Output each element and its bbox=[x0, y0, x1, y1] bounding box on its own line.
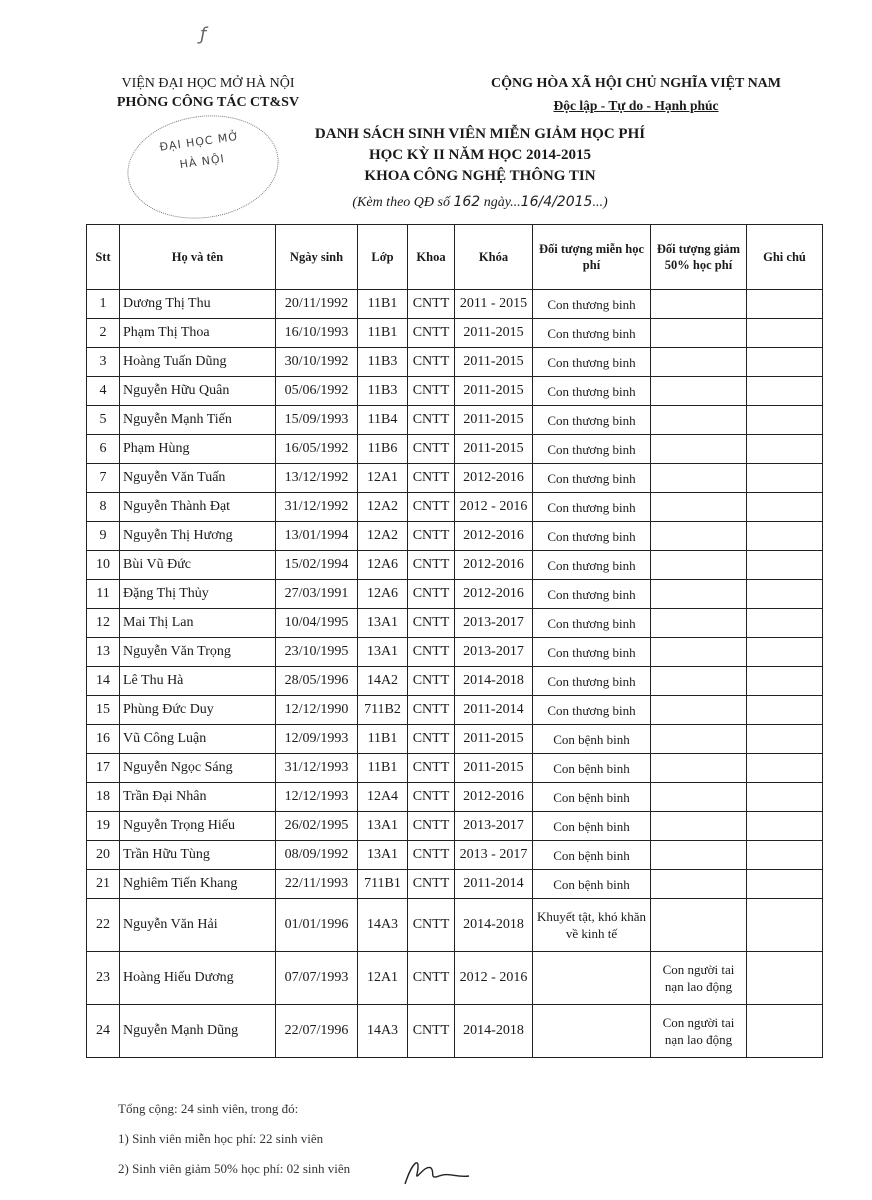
cell-note bbox=[747, 754, 823, 783]
university-name: VIỆN ĐẠI HỌC MỞ HÀ NỘI bbox=[121, 76, 295, 91]
cell-stt: 16 bbox=[87, 725, 120, 754]
attachment-prefix: (Kèm theo QĐ số bbox=[352, 195, 454, 210]
cell-course: 2011-2015 bbox=[455, 348, 533, 377]
cell-exempt: Con thương binh bbox=[533, 551, 651, 580]
attachment-suffix: ...) bbox=[592, 195, 608, 210]
cell-name: Phạm Hùng bbox=[120, 435, 276, 464]
header-course: Khóa bbox=[455, 225, 533, 290]
cell-name: Nguyễn Mạnh Dũng bbox=[120, 1005, 276, 1058]
cell-course: 2013 - 2017 bbox=[455, 841, 533, 870]
summary-line-1: 1) Sinh viên miễn học phí: 22 sinh viên bbox=[118, 1131, 324, 1146]
cell-dob: 13/12/1992 bbox=[276, 464, 358, 493]
cell-course: 2014-2018 bbox=[455, 899, 533, 952]
cell-stt: 10 bbox=[87, 551, 120, 580]
cell-reduce bbox=[651, 696, 747, 725]
cell-name: Nguyễn Hữu Quân bbox=[120, 377, 276, 406]
table-header-row bbox=[87, 225, 823, 290]
cell-class: 11B1 bbox=[358, 754, 408, 783]
cell-exempt: Con thương binh bbox=[533, 522, 651, 551]
cell-name: Nguyễn Văn Trọng bbox=[120, 638, 276, 667]
cell-exempt bbox=[533, 952, 651, 1005]
cell-course: 2012-2016 bbox=[455, 580, 533, 609]
cell-faculty: CNTT bbox=[408, 841, 455, 870]
cell-class: 12A6 bbox=[358, 551, 408, 580]
handwritten-mark: ƒ bbox=[200, 24, 207, 45]
cell-note bbox=[747, 522, 823, 551]
cell-faculty: CNTT bbox=[408, 696, 455, 725]
cell-class: 13A1 bbox=[358, 638, 408, 667]
cell-note bbox=[747, 812, 823, 841]
table-row bbox=[87, 522, 823, 551]
table-row bbox=[87, 841, 823, 870]
cell-stt: 3 bbox=[87, 348, 120, 377]
header-stt: Stt bbox=[87, 225, 120, 290]
cell-reduce bbox=[651, 638, 747, 667]
cell-course: 2012-2016 bbox=[455, 464, 533, 493]
cell-exempt: Con bệnh binh bbox=[533, 841, 651, 870]
national-motto: Độc lập - Tự do - Hạnh phúc bbox=[553, 98, 719, 113]
cell-name: Nguyễn Thị Hương bbox=[120, 522, 276, 551]
cell-faculty: CNTT bbox=[408, 952, 455, 1005]
cell-stt: 13 bbox=[87, 638, 120, 667]
cell-faculty: CNTT bbox=[408, 638, 455, 667]
table-row bbox=[87, 783, 823, 812]
cell-exempt: Con thương binh bbox=[533, 638, 651, 667]
cell-course: 2014-2018 bbox=[455, 1005, 533, 1058]
cell-dob: 23/10/1995 bbox=[276, 638, 358, 667]
department-name: PHÒNG CÔNG TÁC CT&SV bbox=[116, 95, 300, 110]
table-row bbox=[87, 952, 823, 1005]
table-row bbox=[87, 377, 823, 406]
cell-stt: 8 bbox=[87, 493, 120, 522]
cell-dob: 12/12/1993 bbox=[276, 783, 358, 812]
cell-class: 12A4 bbox=[358, 783, 408, 812]
cell-dob: 12/12/1990 bbox=[276, 696, 358, 725]
cell-stt: 23 bbox=[87, 952, 120, 1005]
nation-name: CỘNG HÒA XÃ HỘI CHỦ NGHĨA VIỆT NAM bbox=[490, 76, 781, 91]
table-row bbox=[87, 812, 823, 841]
cell-reduce bbox=[651, 493, 747, 522]
cell-note bbox=[747, 406, 823, 435]
cell-exempt: Con bệnh binh bbox=[533, 725, 651, 754]
cell-faculty: CNTT bbox=[408, 1005, 455, 1058]
table-row bbox=[87, 725, 823, 754]
cell-faculty: CNTT bbox=[408, 493, 455, 522]
cell-class: 11B1 bbox=[358, 319, 408, 348]
cell-stt: 5 bbox=[87, 406, 120, 435]
cell-reduce: Con người tai nạn lao động bbox=[651, 952, 747, 1005]
cell-name: Nguyễn Văn Hải bbox=[120, 899, 276, 952]
cell-stt: 9 bbox=[87, 522, 120, 551]
cell-exempt: Con thương binh bbox=[533, 667, 651, 696]
table-row bbox=[87, 551, 823, 580]
cell-class: 13A1 bbox=[358, 841, 408, 870]
cell-faculty: CNTT bbox=[408, 290, 455, 319]
cell-stt: 19 bbox=[87, 812, 120, 841]
summary bbox=[118, 1094, 350, 1184]
cell-dob: 12/09/1993 bbox=[276, 725, 358, 754]
cell-course: 2011 - 2015 bbox=[455, 290, 533, 319]
cell-note bbox=[747, 696, 823, 725]
cell-dob: 01/01/1996 bbox=[276, 899, 358, 952]
cell-note bbox=[747, 638, 823, 667]
cell-class: 12A1 bbox=[358, 952, 408, 1005]
cell-dob: 15/09/1993 bbox=[276, 406, 358, 435]
header-right bbox=[440, 74, 832, 115]
cell-name: Lê Thu Hà bbox=[120, 667, 276, 696]
cell-name: Nguyễn Mạnh Tiến bbox=[120, 406, 276, 435]
cell-name: Hoàng Tuấn Dũng bbox=[120, 348, 276, 377]
cell-reduce bbox=[651, 377, 747, 406]
cell-exempt bbox=[533, 1005, 651, 1058]
cell-exempt: Con thương binh bbox=[533, 348, 651, 377]
cell-class: 711B2 bbox=[358, 696, 408, 725]
cell-faculty: CNTT bbox=[408, 348, 455, 377]
cell-reduce bbox=[651, 609, 747, 638]
cell-reduce bbox=[651, 754, 747, 783]
cell-class: 14A3 bbox=[358, 1005, 408, 1058]
summary-total: Tổng cộng: 24 sinh viên, trong đó: bbox=[118, 1101, 299, 1116]
decision-number: 162 bbox=[453, 194, 481, 210]
student-table bbox=[86, 224, 823, 1058]
cell-stt: 17 bbox=[87, 754, 120, 783]
table-row bbox=[87, 1005, 823, 1058]
cell-reduce bbox=[651, 899, 747, 952]
cell-stt: 1 bbox=[87, 290, 120, 319]
table-row bbox=[87, 696, 823, 725]
cell-class: 14A3 bbox=[358, 899, 408, 952]
cell-reduce bbox=[651, 551, 747, 580]
cell-stt: 20 bbox=[87, 841, 120, 870]
cell-reduce bbox=[651, 870, 747, 899]
cell-dob: 13/01/1994 bbox=[276, 522, 358, 551]
cell-note bbox=[747, 551, 823, 580]
table-row bbox=[87, 754, 823, 783]
table-row bbox=[87, 406, 823, 435]
cell-exempt: Con thương binh bbox=[533, 290, 651, 319]
cell-dob: 22/07/1996 bbox=[276, 1005, 358, 1058]
cell-course: 2011-2015 bbox=[455, 435, 533, 464]
cell-reduce bbox=[651, 406, 747, 435]
cell-name: Bùi Vũ Đức bbox=[120, 551, 276, 580]
title-line-2: HỌC KỲ II NĂM HỌC 2014-2015 bbox=[368, 147, 592, 163]
cell-reduce bbox=[651, 667, 747, 696]
stamp-line-2: HÀ NỘI bbox=[178, 151, 226, 172]
title-line-1: DANH SÁCH SINH VIÊN MIỄN GIẢM HỌC PHÍ bbox=[314, 126, 646, 142]
header-faculty: Khoa bbox=[408, 225, 455, 290]
cell-note bbox=[747, 1005, 823, 1058]
cell-reduce bbox=[651, 783, 747, 812]
cell-dob: 22/11/1993 bbox=[276, 870, 358, 899]
cell-dob: 10/04/1995 bbox=[276, 609, 358, 638]
cell-note bbox=[747, 725, 823, 754]
cell-note bbox=[747, 435, 823, 464]
cell-course: 2012-2016 bbox=[455, 783, 533, 812]
cell-exempt: Con thương binh bbox=[533, 435, 651, 464]
cell-faculty: CNTT bbox=[408, 812, 455, 841]
cell-exempt: Con thương binh bbox=[533, 406, 651, 435]
cell-reduce bbox=[651, 319, 747, 348]
cell-class: 11B1 bbox=[358, 725, 408, 754]
table-row bbox=[87, 638, 823, 667]
cell-dob: 05/06/1992 bbox=[276, 377, 358, 406]
cell-faculty: CNTT bbox=[408, 406, 455, 435]
header-left bbox=[88, 74, 328, 112]
cell-exempt: Con thương binh bbox=[533, 377, 651, 406]
cell-name: Vũ Công Luận bbox=[120, 725, 276, 754]
cell-course: 2012-2016 bbox=[455, 551, 533, 580]
cell-class: 12A2 bbox=[358, 493, 408, 522]
table-row bbox=[87, 348, 823, 377]
cell-course: 2011-2015 bbox=[455, 377, 533, 406]
signature bbox=[395, 1150, 475, 1190]
cell-faculty: CNTT bbox=[408, 377, 455, 406]
cell-class: 12A1 bbox=[358, 464, 408, 493]
header-note: Ghi chú bbox=[747, 225, 823, 290]
cell-note bbox=[747, 870, 823, 899]
table-row bbox=[87, 319, 823, 348]
cell-name: Đặng Thị Thủy bbox=[120, 580, 276, 609]
cell-exempt: Con thương binh bbox=[533, 580, 651, 609]
cell-reduce bbox=[651, 464, 747, 493]
cell-stt: 15 bbox=[87, 696, 120, 725]
cell-name: Nguyễn Ngọc Sáng bbox=[120, 754, 276, 783]
cell-faculty: CNTT bbox=[408, 754, 455, 783]
cell-stt: 2 bbox=[87, 319, 120, 348]
table-row bbox=[87, 493, 823, 522]
table-row bbox=[87, 580, 823, 609]
cell-dob: 20/11/1992 bbox=[276, 290, 358, 319]
cell-course: 2013-2017 bbox=[455, 812, 533, 841]
document-title bbox=[230, 124, 730, 187]
cell-name: Phùng Đức Duy bbox=[120, 696, 276, 725]
cell-reduce bbox=[651, 290, 747, 319]
decision-date: 16/4/2015 bbox=[520, 194, 593, 210]
cell-class: 11B3 bbox=[358, 377, 408, 406]
table-row bbox=[87, 609, 823, 638]
cell-reduce bbox=[651, 348, 747, 377]
cell-class: 13A1 bbox=[358, 812, 408, 841]
cell-exempt: Con bệnh binh bbox=[533, 783, 651, 812]
cell-course: 2011-2014 bbox=[455, 870, 533, 899]
cell-dob: 16/05/1992 bbox=[276, 435, 358, 464]
cell-course: 2011-2015 bbox=[455, 319, 533, 348]
cell-class: 12A2 bbox=[358, 522, 408, 551]
cell-faculty: CNTT bbox=[408, 551, 455, 580]
cell-note bbox=[747, 377, 823, 406]
cell-stt: 11 bbox=[87, 580, 120, 609]
cell-exempt: Con thương binh bbox=[533, 609, 651, 638]
cell-course: 2012 - 2016 bbox=[455, 493, 533, 522]
cell-dob: 31/12/1992 bbox=[276, 493, 358, 522]
cell-stt: 14 bbox=[87, 667, 120, 696]
cell-dob: 08/09/1992 bbox=[276, 841, 358, 870]
cell-note bbox=[747, 580, 823, 609]
cell-stt: 18 bbox=[87, 783, 120, 812]
attachment-note bbox=[230, 194, 730, 211]
cell-faculty: CNTT bbox=[408, 899, 455, 952]
cell-faculty: CNTT bbox=[408, 319, 455, 348]
cell-faculty: CNTT bbox=[408, 609, 455, 638]
cell-course: 2011-2015 bbox=[455, 406, 533, 435]
cell-reduce bbox=[651, 841, 747, 870]
cell-note bbox=[747, 493, 823, 522]
table-row bbox=[87, 290, 823, 319]
cell-faculty: CNTT bbox=[408, 783, 455, 812]
cell-dob: 15/02/1994 bbox=[276, 551, 358, 580]
cell-dob: 16/10/1993 bbox=[276, 319, 358, 348]
cell-exempt: Con thương binh bbox=[533, 696, 651, 725]
cell-faculty: CNTT bbox=[408, 870, 455, 899]
cell-stt: 4 bbox=[87, 377, 120, 406]
cell-name: Phạm Thị Thoa bbox=[120, 319, 276, 348]
header-class: Lớp bbox=[358, 225, 408, 290]
cell-note bbox=[747, 348, 823, 377]
cell-name: Nguyễn Trọng Hiếu bbox=[120, 812, 276, 841]
header-dob: Ngày sinh bbox=[276, 225, 358, 290]
cell-faculty: CNTT bbox=[408, 435, 455, 464]
table-row bbox=[87, 870, 823, 899]
summary-line-2: 2) Sinh viên giảm 50% học phí: 02 sinh viên bbox=[118, 1161, 351, 1176]
cell-stt: 22 bbox=[87, 899, 120, 952]
header-reduce: Đối tượng giảm 50% học phí bbox=[651, 225, 747, 290]
cell-class: 711B1 bbox=[358, 870, 408, 899]
cell-name: Trần Hữu Tùng bbox=[120, 841, 276, 870]
cell-course: 2011-2015 bbox=[455, 754, 533, 783]
cell-faculty: CNTT bbox=[408, 725, 455, 754]
cell-name: Trần Đại Nhân bbox=[120, 783, 276, 812]
cell-reduce bbox=[651, 812, 747, 841]
cell-faculty: CNTT bbox=[408, 667, 455, 696]
table-row bbox=[87, 667, 823, 696]
cell-note bbox=[747, 783, 823, 812]
cell-course: 2011-2015 bbox=[455, 725, 533, 754]
cell-class: 11B1 bbox=[358, 290, 408, 319]
cell-class: 13A1 bbox=[358, 609, 408, 638]
cell-name: Nghiêm Tiến Khang bbox=[120, 870, 276, 899]
cell-course: 2013-2017 bbox=[455, 638, 533, 667]
cell-class: 11B4 bbox=[358, 406, 408, 435]
cell-faculty: CNTT bbox=[408, 522, 455, 551]
cell-stt: 12 bbox=[87, 609, 120, 638]
header-exempt: Đối tượng miễn học phí bbox=[533, 225, 651, 290]
cell-note bbox=[747, 290, 823, 319]
cell-name: Nguyễn Thành Đạt bbox=[120, 493, 276, 522]
title-line-3: KHOA CÔNG NGHỆ THÔNG TIN bbox=[364, 168, 596, 184]
cell-faculty: CNTT bbox=[408, 464, 455, 493]
cell-reduce bbox=[651, 435, 747, 464]
cell-course: 2012-2016 bbox=[455, 522, 533, 551]
cell-class: 12A6 bbox=[358, 580, 408, 609]
table-body bbox=[87, 290, 823, 1058]
attachment-middle: ngày... bbox=[480, 195, 521, 210]
table-row bbox=[87, 899, 823, 952]
cell-exempt: Con bệnh binh bbox=[533, 754, 651, 783]
cell-class: 11B6 bbox=[358, 435, 408, 464]
table-row bbox=[87, 464, 823, 493]
cell-name: Mai Thị Lan bbox=[120, 609, 276, 638]
cell-course: 2014-2018 bbox=[455, 667, 533, 696]
cell-dob: 27/03/1991 bbox=[276, 580, 358, 609]
cell-reduce: Con người tai nạn lao động bbox=[651, 1005, 747, 1058]
cell-name: Hoàng Hiếu Dương bbox=[120, 952, 276, 1005]
cell-note bbox=[747, 609, 823, 638]
cell-dob: 31/12/1993 bbox=[276, 754, 358, 783]
cell-note bbox=[747, 319, 823, 348]
cell-note bbox=[747, 841, 823, 870]
cell-exempt: Con bệnh binh bbox=[533, 812, 651, 841]
cell-dob: 30/10/1992 bbox=[276, 348, 358, 377]
cell-name: Dương Thị Thu bbox=[120, 290, 276, 319]
cell-exempt: Khuyết tật, khó khăn về kinh tế bbox=[533, 899, 651, 952]
cell-stt: 6 bbox=[87, 435, 120, 464]
cell-exempt: Con bệnh binh bbox=[533, 870, 651, 899]
cell-course: 2011-2014 bbox=[455, 696, 533, 725]
cell-faculty: CNTT bbox=[408, 580, 455, 609]
cell-course: 2012 - 2016 bbox=[455, 952, 533, 1005]
cell-note bbox=[747, 899, 823, 952]
cell-reduce bbox=[651, 725, 747, 754]
table-row bbox=[87, 435, 823, 464]
cell-name: Nguyễn Văn Tuấn bbox=[120, 464, 276, 493]
cell-stt: 7 bbox=[87, 464, 120, 493]
cell-dob: 07/07/1993 bbox=[276, 952, 358, 1005]
cell-class: 11B3 bbox=[358, 348, 408, 377]
cell-note bbox=[747, 952, 823, 1005]
cell-reduce bbox=[651, 580, 747, 609]
cell-dob: 26/02/1995 bbox=[276, 812, 358, 841]
cell-exempt: Con thương binh bbox=[533, 464, 651, 493]
cell-exempt: Con thương binh bbox=[533, 493, 651, 522]
cell-note bbox=[747, 667, 823, 696]
cell-reduce bbox=[651, 522, 747, 551]
cell-note bbox=[747, 464, 823, 493]
cell-stt: 24 bbox=[87, 1005, 120, 1058]
cell-course: 2013-2017 bbox=[455, 609, 533, 638]
stamp-line-1: ĐẠI HỌC MỞ bbox=[158, 129, 241, 154]
cell-stt: 21 bbox=[87, 870, 120, 899]
header-name: Họ và tên bbox=[120, 225, 276, 290]
cell-exempt: Con thương binh bbox=[533, 319, 651, 348]
cell-class: 14A2 bbox=[358, 667, 408, 696]
cell-dob: 28/05/1996 bbox=[276, 667, 358, 696]
